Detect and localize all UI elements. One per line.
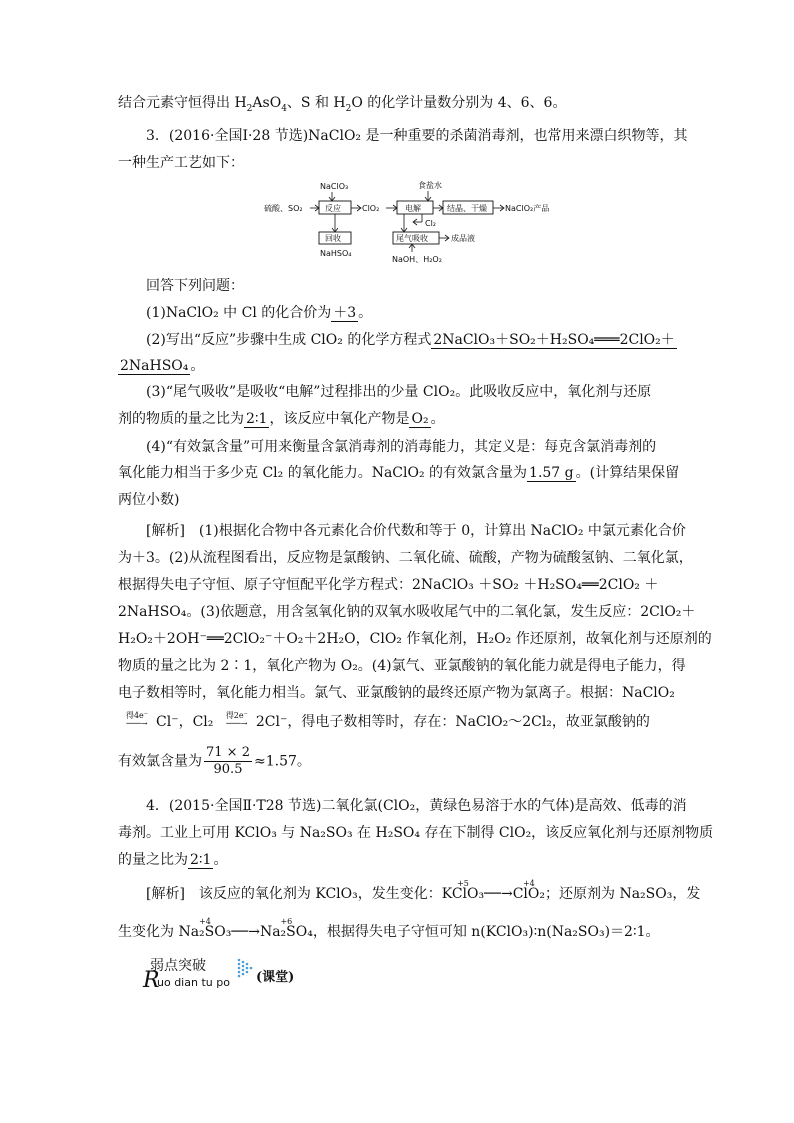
- arrow-gain-2e: 得2e⁻ ───→: [225, 711, 248, 728]
- analysis4-line1: [解析] 该反应的氧化剂为 KClO₃，发生变化： +5 KClO₃──→ +4 ClO₂；还原剂为 Na₂SO₃，发: [146, 879, 701, 902]
- q4-line2: 毒剂。工业上可用 KClO₃ 与 Na₂SO₃ 在 H₂SO₄ 存在下制得 ClO₂，该反应氧化剂与还原剂物质: [118, 825, 714, 841]
- analysis3-line1: [解析] (1)根据化合物中各元素化合价代数和等于 0，计算出 NaClO₂ 中氯元素化合价: [146, 523, 686, 539]
- process-flow-diagram: [262, 178, 592, 266]
- answer-q4-ratio: 2∶1: [190, 852, 212, 868]
- analysis3-line7: 电子数相等时，氧化能力相当。氯气、亚氯酸钠的最终还原产物为氯离子。根据：NaClO₂: [118, 685, 675, 701]
- q3-part4-line3: 两位小数): [118, 492, 180, 508]
- answer-ratio: 2∶1: [246, 411, 268, 427]
- q3-part4-line1: (4)“有效氯含量”可用来衡量含氯消毒剂的消毒能力，其定义是：每克含氯消毒剂的: [146, 439, 657, 455]
- diagram-recover: 回收: [325, 234, 341, 243]
- analysis3-line5: H₂O₂＋2OH⁻══2ClO₂⁻＋O₂＋2H₂O，ClO₂ 作氧化剂，H₂O₂ 作还原剂，故氧化剂与还原剂的: [118, 631, 712, 647]
- analysis3-line9: 有效氯含量为 $\frac{71 \times 2}{90.5}$ ≈1.57。: [118, 745, 311, 777]
- answer-valence: ＋3: [333, 305, 357, 321]
- q3-part4-line2: 氧化能力相当于多少克 Cl₂ 的氧化能力。NaClO₂ 的有效氯含量为 1.57 g 。(计算结果保留: [118, 465, 680, 481]
- answer-equation-cont: 2NaHSO₄: [120, 358, 189, 374]
- q3-intro-line1: 3．(2016·全国Ⅰ·28 节选)NaClO₂ 是一种重要的杀菌消毒剂，也常用来漂白织物等，其: [146, 128, 688, 144]
- diagram-product: NaClO₂产品: [505, 204, 550, 213]
- q3-intro-line2: 一种生产工艺如下：: [118, 155, 244, 171]
- analysis3-line4: 2NaHSO₄。(3)依题意，用含氢氧化钠的双氧水吸收尾气中的二氧化氯，发生反应：2ClO₂＋: [118, 604, 696, 620]
- dotted-chevron-icon: [236, 957, 254, 979]
- fraction: $\frac{71 \times 2}{90.5}$: [206, 745, 250, 777]
- analysis3-line3: 根据得失电子守恒、原子守恒配平化学方程式：2NaClO₃ ＋SO₂ ＋H₂SO₄══2ClO₂ ＋: [118, 577, 659, 593]
- analysis3-line6: 物质的量之比为 2∶1，氧化产物为 O₂。(4)氯气、亚氯酸钠的氧化能力就是得电子能力，得: [118, 658, 686, 674]
- section-initial: R: [143, 968, 160, 993]
- answer-equation: 2NaClO₃＋SO₂＋H₂SO₄═══2ClO₂＋: [433, 332, 675, 348]
- q3-part3-line2: 剂的物质的量之比为 2∶1 ，该反应中氧化产物是 O₂ 。: [118, 411, 445, 427]
- q3-part2-cont: 2NaHSO₄ 。: [120, 358, 205, 374]
- diagram-naoh: NaOH、H₂O₂: [392, 255, 442, 264]
- diagram-electrolysis: 电解: [405, 204, 421, 213]
- diagram-finished: 成品液: [451, 234, 475, 243]
- diagram-feed: 硫酸、SO₂: [264, 204, 303, 213]
- analysis4-line2: 生变化为 +4 Na₂SO₃──→ +6 Na₂SO₄，根据得失电子守恒可知 n(KClO₃)∶n(Na₂SO₃)＝2∶1。: [118, 917, 660, 940]
- diagram-naclo3: NaClO₃: [320, 182, 349, 191]
- answer-effective-chlorine: 1.57 g: [529, 465, 574, 481]
- answer-oxidation-product: O₂: [411, 411, 429, 427]
- section-title: 弱点突破: [150, 958, 206, 974]
- q3-part2: (2)写出“反应”步骤中生成 ClO₂ 的化学方程式 2NaClO₃＋SO₂＋H₂SO₄═══2ClO₂＋: [146, 332, 675, 348]
- q4-line3: 的量之比为 2∶1 。: [118, 852, 228, 868]
- diagram-brine: 食盐水: [418, 181, 442, 190]
- diagram-reaction: 反应: [325, 204, 341, 213]
- analysis3-line8: 得4e⁻ ───→ Cl⁻，Cl₂ 得2e⁻ ───→ 2Cl⁻，得电子数相等时，存在：NaClO₂～2Cl₂，故亚氯酸钠的: [118, 712, 674, 734]
- q4-line1: 4．(2015·全国Ⅱ·T28 节选)二氧化氯(ClO₂，黄绿色易溶于水的气体)是高效、低毒的消: [146, 798, 687, 814]
- section-tag: (课堂): [256, 970, 295, 985]
- diagram-crystal: 结晶、干燥: [447, 204, 487, 213]
- top-line: 结合元素守恒得出 $H_2AsO_4$、S 和 $H_2O$ 的化学计量数分别为 4、6、6。: [118, 95, 567, 114]
- diagram-clo2: ClO₂: [362, 204, 380, 213]
- diagram-nahso4: NaHSO₄: [320, 249, 352, 258]
- arrow-gain-4e: 得4e⁻ ───→: [125, 711, 149, 728]
- q3-ask: 回答下列问题：: [146, 278, 244, 294]
- section-pinyin: uo dian tu po: [157, 976, 230, 989]
- diagram-tail: 尾气吸收: [396, 234, 428, 243]
- q3-part1: (1)NaClO₂ 中 Cl 的化合价为 ＋3 。: [146, 305, 373, 321]
- q3-part3-line1: (3)“尾气吸收”是吸收“电解”过程排出的少量 ClO₂。此吸收反应中，氧化剂与还原: [146, 384, 652, 400]
- analysis3-line2: 为＋3。(2)从流程图看出，反应物是氯酸钠、二氧化硫、硫酸，产物为硫酸氢钠、二氧化氯，: [118, 550, 693, 566]
- diagram-cl2: Cl₂: [425, 219, 437, 228]
